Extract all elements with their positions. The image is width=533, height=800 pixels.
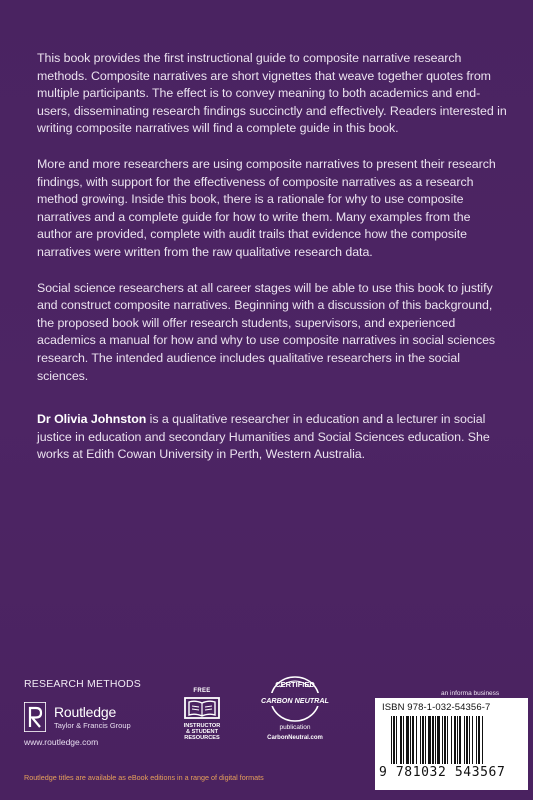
- instructor-resources-badge: [170, 688, 234, 752]
- instructor-text-1: INSTRUCTOR: [183, 723, 221, 729]
- publisher-name: Routledge: [54, 704, 117, 720]
- blurb-text: [37, 50, 507, 482]
- blurb-paragraph-2: More and more researchers are using composite narratives to present their research findings, with support for the effectiveness of composite narratives as a research method growing. Inside this book, there is a rationale for why to use composite narratives and a complete guide for how to write them. Many examples from the author are provided, complete with audit trails that evidence how the composite narratives were written from the raw qualitative research data.: [37, 156, 496, 259]
- blurb-paragraph-1: This book provides the first instructional guide to composite narrative research methods. Composite narratives are short vignettes that weave together quotes from multiple participants. The effect is to convey meaning to both academics and end-users, disseminating research findings succinctly and effectively. Readers interested in writing composite narratives will find a complete guide in this book.: [37, 51, 507, 136]
- author-bio: [37, 411, 507, 464]
- free-label: FREE: [193, 688, 211, 694]
- carbon-neutral-logo-icon: [258, 673, 332, 725]
- instructor-text-3: RESOURCES: [184, 735, 220, 742]
- isbn-barcode: [375, 698, 528, 790]
- barcode-icon: [391, 716, 519, 766]
- barcode-digits: 9 781032 543567: [379, 765, 506, 780]
- carbon-neutral-badge: [258, 673, 338, 753]
- carbon-pub-text: publication: [279, 724, 311, 731]
- author-name: Dr Olivia Johnston: [37, 412, 147, 427]
- publisher-group: Taylor & Francis Group: [54, 721, 131, 730]
- routledge-logo-icon: [24, 702, 46, 732]
- ebook-note: Routledge titles are available as eBook editions in a range of digital formats: [24, 773, 264, 782]
- isbn-text: ISBN 978-1-032-54356-7: [382, 702, 491, 713]
- publisher-url: www.routledge.com: [24, 737, 99, 747]
- carbon-main-text: CARBON NEUTRAL: [261, 696, 329, 705]
- carbon-top-text: CERTIFIED: [275, 680, 315, 689]
- carbon-url-text: CarbonNeutral.com: [267, 735, 323, 741]
- instructor-text-2: & STUDENT: [185, 729, 218, 736]
- author-bio-text: is a qualitative researcher in education and a lecturer in social justice in education and secondary Humanities and Social Sciences education. She works at Edith Cowan University in Perth, Western Australia.: [37, 412, 490, 462]
- informa-note: an informa business: [441, 690, 500, 697]
- blurb-paragraph-3: Social science researchers at all career stages will be able to use this book to justify and construct composite narratives. Beginning with a discussion of this background, the proposed book will offer research students, supervisors, and experienced academics a manual for how and why to use composite narratives in social sciences research. The intended audience includes qualitative researchers in the social sciences.: [37, 280, 496, 383]
- series-label: RESEARCH METHODS: [24, 678, 141, 690]
- open-book-icon: [183, 696, 221, 722]
- publisher-block: [24, 700, 164, 750]
